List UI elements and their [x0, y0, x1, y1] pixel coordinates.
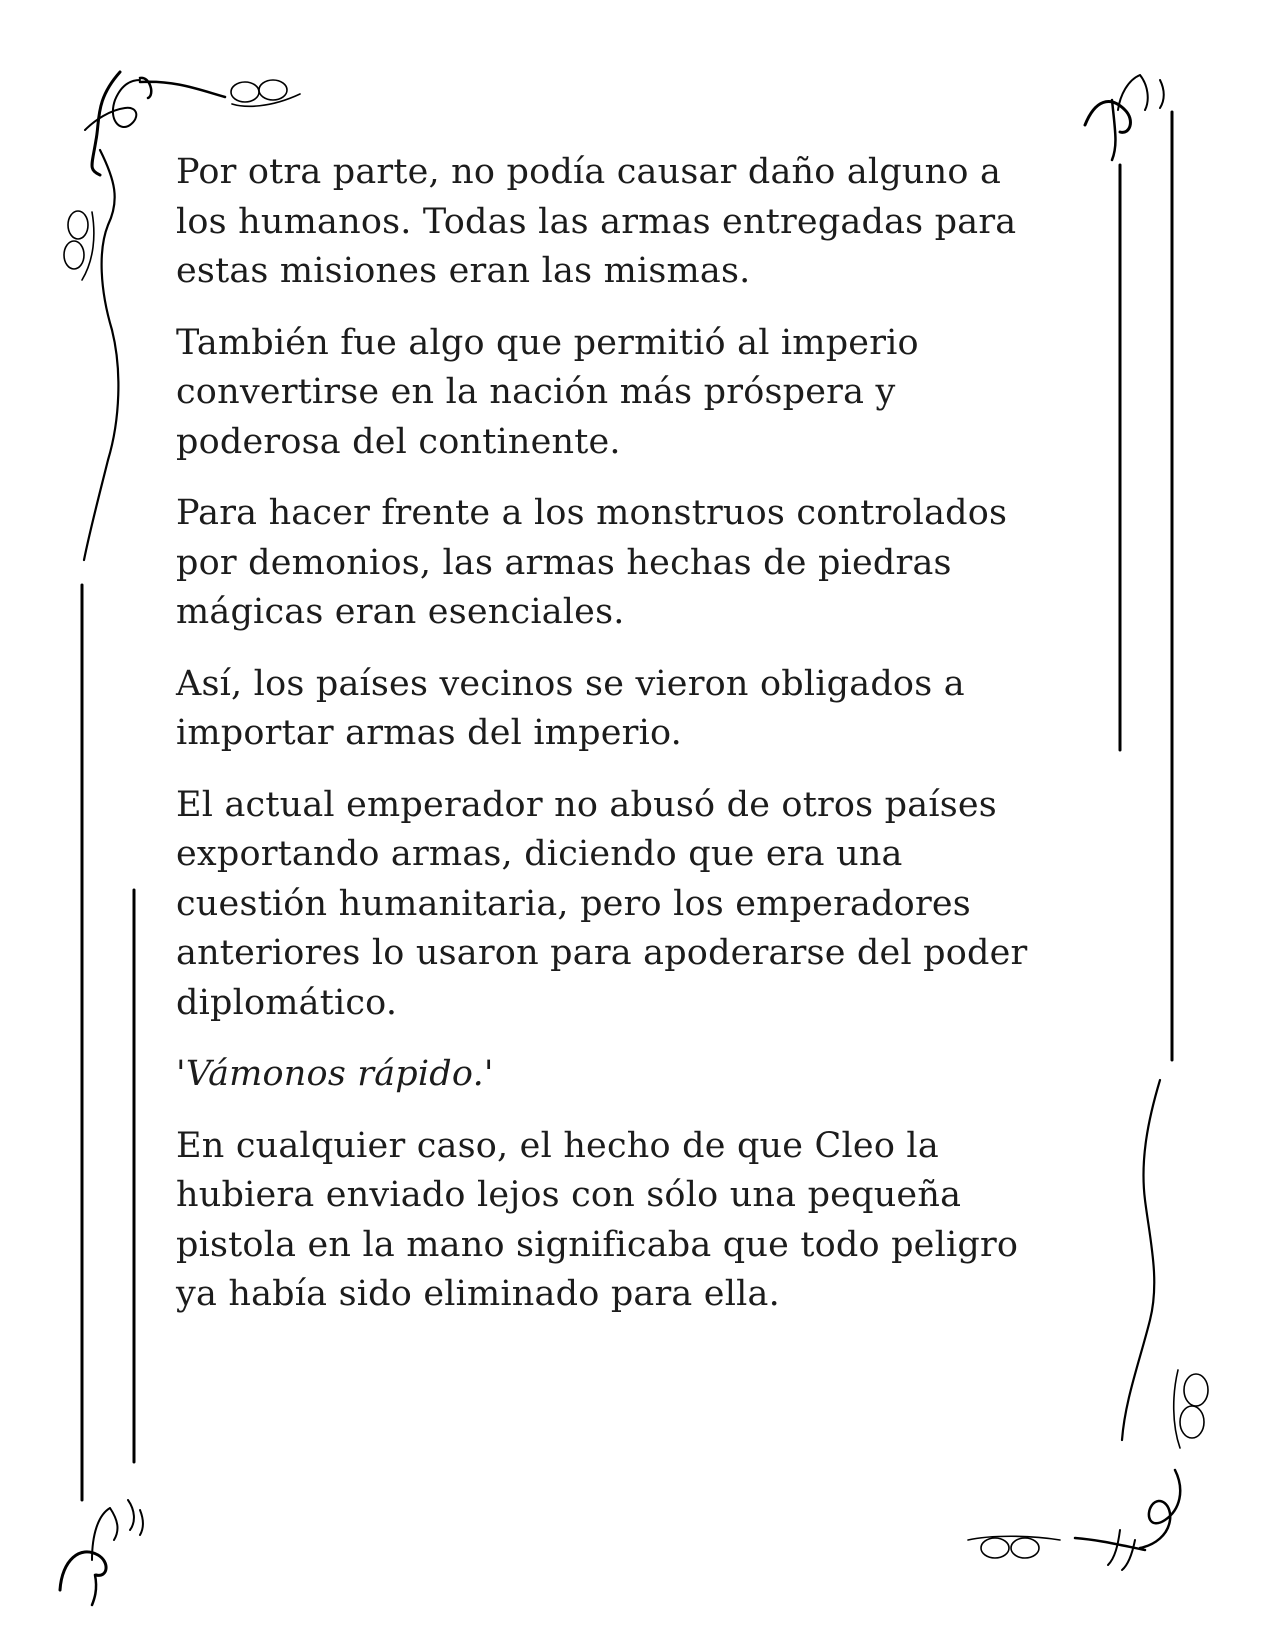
text-line: cuestión humanitaria, pero los emperadores	[176, 883, 971, 924]
text-line: pistola en la mano significaba que todo peligro	[176, 1224, 1019, 1265]
text-line: los humanos. Todas las armas entregadas para	[176, 201, 1017, 242]
text-line: exportando armas, diciendo que era una	[176, 834, 903, 874]
top-right-flourish-icon	[1085, 75, 1172, 1060]
text-line: hubiera enviado lejos con sólo una pequeña	[176, 1175, 962, 1215]
text-line: anteriores lo usaron para apoderarse del poder	[176, 933, 1028, 973]
paragraph-2	[176, 319, 1096, 468]
text-line: por demonios, las armas hechas de piedras	[176, 542, 952, 583]
document-body	[176, 148, 1096, 1342]
text-line: El actual emperador no abusó de otros países	[176, 784, 997, 825]
text-line: convertirse en la nación más próspera y	[176, 372, 896, 412]
paragraph-4	[176, 660, 1096, 759]
text-line: Para hacer frente a los monstruos controlados	[176, 493, 1008, 533]
text-line: ya había sido eliminado para ella.	[176, 1274, 780, 1314]
text-line: 'Vámonos rápido.'	[176, 1054, 494, 1094]
text-line: mágicas eran esenciales.	[176, 592, 625, 632]
text-line: diplomático.	[176, 982, 398, 1023]
paragraph-5	[176, 781, 1096, 1029]
text-line: Por otra parte, no podía causar daño alguno a	[176, 152, 1002, 192]
text-line: En cualquier caso, el hecho de que Cleo la	[176, 1125, 939, 1166]
text-line: También fue algo que permitió al imperio	[176, 322, 919, 363]
paragraph-3	[176, 489, 1096, 638]
text-line: Así, los países vecinos se vieron obligados a	[176, 663, 965, 704]
paragraph-7	[176, 1122, 1096, 1320]
paragraph-1	[176, 148, 1096, 297]
text-line: poderosa del continente.	[176, 421, 621, 462]
text-line: importar armas del imperio.	[176, 713, 682, 753]
paragraph-6-thought	[176, 1050, 1096, 1100]
bottom-left-flourish-icon	[60, 1500, 143, 1605]
text-line: estas misiones eran las mismas.	[176, 251, 751, 291]
